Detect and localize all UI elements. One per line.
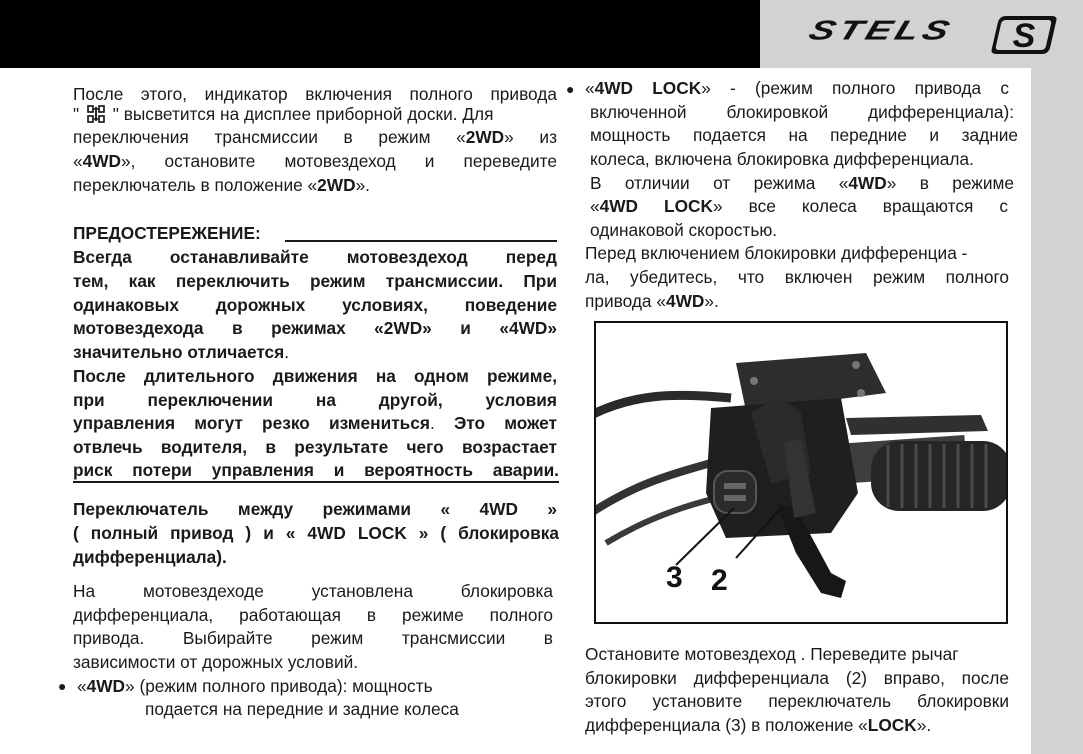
bullet-mark: ● [58,678,67,694]
warning-line9: отвлечь водителя, в результате чего возрастает [73,437,557,457]
para4-line2: блокировки дифференциала (2) вправо, после [585,668,1009,688]
bullet2-line3: мощность подается на передние и задние [590,125,1018,145]
para2-line4: зависимости от дорожных условий. [73,652,359,672]
warning-line6: После длительного движения на одном режиме, [73,366,557,386]
handlebar-illustration [596,323,1006,622]
brand-logo-area [760,0,1083,68]
bullet2-line1: «4WD LOCK» - (режим полного привода с [585,78,1009,98]
brand-badge-icon [988,12,1060,56]
4wd-indicator-icon [86,104,106,124]
callout-2: 2 [711,564,728,597]
warning-line1: Всегда останавливайте мотовездеход перед [73,247,557,267]
switch-heading-line3: дифференциала). [73,547,227,567]
bullet2-line2: включенной блокировкой дифференциала): [590,102,1014,122]
warning-line10: риск потери управления и вероятность аварии. [73,460,559,480]
header-bar [0,0,760,68]
para3-line2: ла, убедитесь, что включен режим полного [585,267,1009,287]
warning-heading-rule [285,240,557,242]
para1-line3: переключения трансмиссии в режим «2WD» из [73,127,557,147]
bullet1-line1: «4WD» (режим полного привода): мощность [77,676,433,696]
para1-line2 [73,103,557,127]
warning-line7: при переключении на другой, условия [73,390,557,410]
handlebar-photo [594,321,1008,624]
warning-bottom-rule [73,481,559,483]
callout-3: 3 [666,561,683,594]
para2-line3: привода. Выбирайте режим трансмиссии в [73,628,553,648]
switch-heading-line1: Переключатель между режимами « 4WD » [73,499,557,519]
warning-heading: ПРЕДОСТЕРЕЖЕНИЕ: [73,223,261,243]
bullet2-line7: одинаковой скоростью. [590,220,778,240]
bullet2-line4: колеса, включена блокировка дифференциала. [590,149,974,169]
para2-line2: дифференциала, работающая в режиме полного [73,605,553,625]
para4-line4: дифференциала (3) в положение «LOCK». [585,715,932,735]
bullet1-line2: подается на передние и задние колеса [145,699,459,719]
bullet2-line5: В отличии от режима «4WD» в режиме [590,173,1014,193]
para3-line3: привода «4WD». [585,291,719,311]
warning-line8: управления могут резко измениться. Это может [73,413,557,433]
para1-line1: После этого, индикатор включения полного привода [73,84,557,104]
bullet2-line6: «4WD LOCK» все колеса вращаются с [590,196,1008,216]
para4-line1: Остановите мотовездеход . Переведите рычаг [585,644,959,664]
quote-open: " [73,104,80,124]
warning-line3: одинаковых дорожных условиях, поведение [73,295,557,315]
para1-line2-text: " высветится на дисплее приборной доски. Для [112,104,494,124]
para1-line5: переключатель в положение «2WD». [73,175,370,195]
para1-line4: «4WD», остановите мотовездеход и переведите [73,151,557,171]
warning-line5: значительно отличается. [73,342,290,362]
bullet-mark: ● [566,81,575,97]
brand-logo-text: STELS [804,15,958,47]
side-margin-bar [1031,68,1083,754]
para4-line3: этого установите переключатель блокировки [585,691,1009,711]
para3-line1: Перед включением блокировки дифференциа - [585,243,968,263]
warning-line2: тем, как переключить режим трансмиссии. При [73,271,557,291]
switch-heading-line2: ( полный привод ) и « 4WD LOCK » ( блокировка [73,523,559,543]
warning-line4: мотовездехода в режимах «2WD» и «4WD» [73,318,557,338]
para2-line1: На мотовездеходе установлена блокировка [73,581,553,601]
brand-badge-letter: S [1012,17,1036,55]
